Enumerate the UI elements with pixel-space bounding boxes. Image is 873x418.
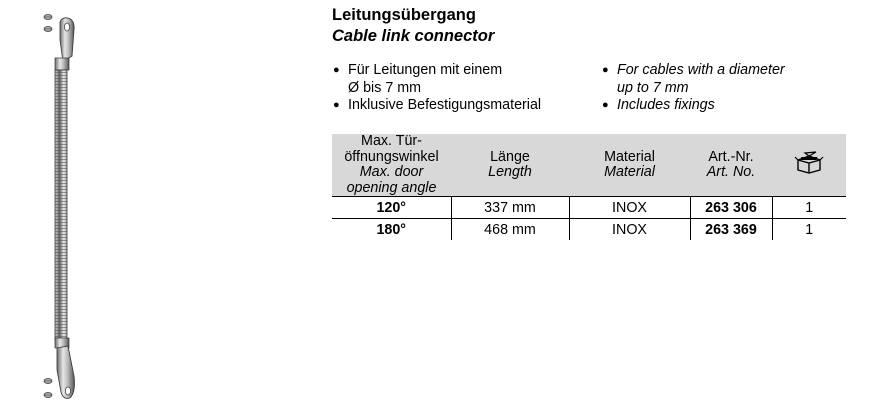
top-mount-bracket	[55, 18, 74, 70]
cell-art-no: 263 369	[690, 219, 772, 241]
cell-length: 468 mm	[451, 219, 569, 241]
cell-qty: 1	[805, 221, 814, 238]
feature-item: ● For cables with a diameter up to 7 mm	[602, 62, 785, 96]
cell-material: INOX	[569, 197, 690, 219]
bullet-icon: ●	[602, 64, 609, 76]
package-box-icon	[794, 151, 824, 175]
cell-art-no: 263 306	[690, 197, 772, 219]
table-header-row	[332, 134, 846, 197]
bullet-icon: ●	[602, 99, 609, 112]
cell-material: INOX	[569, 219, 690, 241]
cell-angle: 120°	[332, 197, 451, 219]
feature-list-en	[601, 62, 785, 115]
feature-item: ● Inklusive Befestigungsmaterial	[333, 97, 542, 114]
cell-qty: 1	[772, 197, 846, 219]
bullet-icon: ●	[333, 99, 340, 112]
feature-item: ● Includes fixings	[602, 97, 715, 114]
bottom-mount-bracket	[55, 338, 75, 398]
spec-table	[332, 134, 846, 240]
spring-tube	[55, 70, 67, 340]
header-material: Material Material	[569, 134, 690, 197]
header-art-no: Art.-Nr. Art. No.	[690, 134, 772, 197]
screw-icon	[44, 392, 52, 397]
table-row	[332, 197, 846, 219]
product-illustration	[0, 0, 120, 418]
product-subtitle: Cable link connector	[332, 27, 495, 45]
cell-length: 337 mm	[451, 197, 569, 219]
screw-icon	[44, 14, 52, 19]
header-package	[772, 134, 846, 197]
header-length: Länge Length	[451, 134, 569, 197]
table-row	[332, 219, 846, 241]
feature-item: ● Für Leitungen mit einem Ø bis 7 mm	[333, 62, 503, 96]
cell-angle: 180°	[332, 219, 451, 241]
header-max-angle: Max. Tür- öffnungswinkel Max. door opening angle	[332, 134, 451, 197]
product-title: Leitungsübergang	[332, 6, 476, 24]
feature-list-de	[332, 62, 541, 115]
screw-icon	[44, 378, 52, 383]
bullet-icon: ●	[333, 64, 340, 76]
screw-icon	[44, 26, 52, 31]
